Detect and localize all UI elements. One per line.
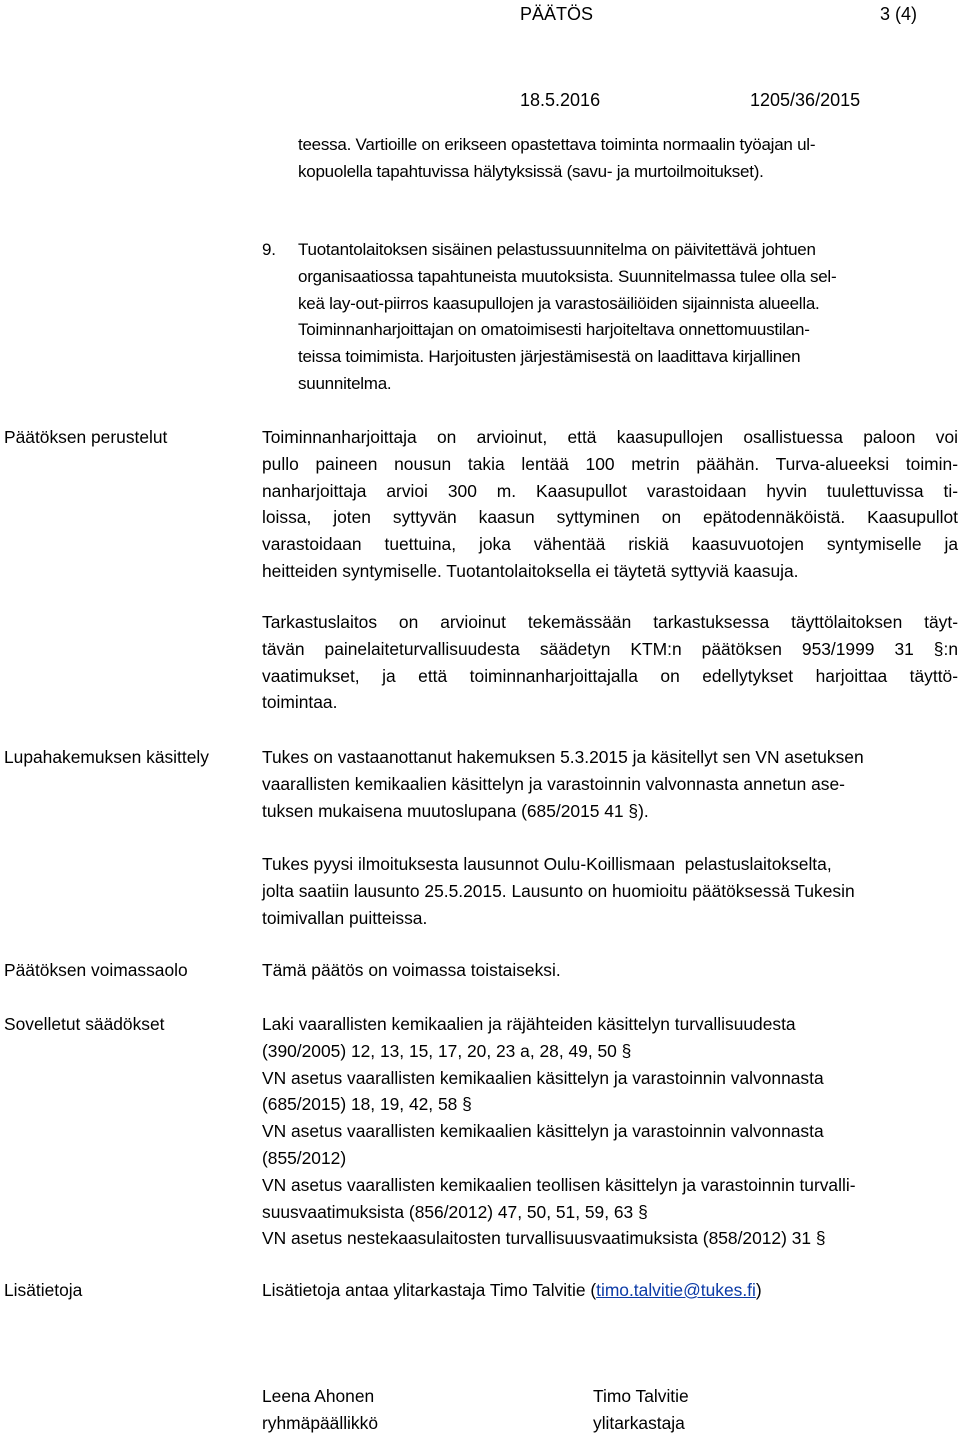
perustelut-paragraph-2 bbox=[262, 609, 958, 716]
contact-email-link[interactable]: timo.talvitie@tukes.fi bbox=[596, 1280, 756, 1300]
lisatietoja-text bbox=[262, 1277, 762, 1304]
kasittely-paragraph-1 bbox=[262, 744, 952, 824]
saados-line: VN asetus nestekaasulaitosten turvallisuusvaatimuksista (858/2012) 31 § bbox=[262, 1228, 826, 1249]
intro-line: teessa. Vartioille on erikseen opastettava toiminta normaalin työajan ul- bbox=[298, 135, 816, 154]
signer-name: Timo Talvitie bbox=[593, 1386, 689, 1406]
kasittely-line: jolta saatiin lausunto 25.5.2015. Lausunto on huomioitu päätöksessä Tukesin bbox=[262, 880, 855, 901]
item-9-line: Tuotantolaitoksen sisäinen pelastussuunnitelma on päivitettävä johtuen bbox=[298, 240, 816, 259]
item-9-text bbox=[298, 237, 946, 398]
perustelut-line: heitteiden syntymiselle. Tuotantolaitoksella ei täytetä syttyviä kaasuja. bbox=[262, 560, 799, 581]
perustelut-line: vaatimukset, ja että toiminnanharjoittajalla on edellytykset harjoittaa täyttö- bbox=[262, 665, 958, 686]
decision-date: 18.5.2016 bbox=[520, 90, 601, 110]
perustelut-line: Tarkastuslaitos on arvioinut tekemässään tarkastuksessa täyttölaitoksen täyt- bbox=[262, 612, 958, 632]
item-9-line: keä lay-out-piirros kaasupullojen ja varastosäiliöiden sijainnista alueella. bbox=[298, 293, 820, 313]
signature-block-1 bbox=[262, 1383, 378, 1437]
intro-line: kopuolella tapahtuvissa hälytyksissä (savu- ja murtoilmoitukset). bbox=[298, 161, 764, 181]
item-9-line: suunnitelma. bbox=[298, 373, 392, 393]
section-label-kasittely: Lupahakemuksen käsittely bbox=[4, 747, 209, 767]
voimassaolo-text: Tämä päätös on voimassa toistaiseksi. bbox=[262, 960, 561, 980]
saados-line: (390/2005) 12, 13, 15, 17, 20, 23 a, 28, 49, 50 § bbox=[262, 1040, 632, 1061]
perustelut-paragraph-1 bbox=[262, 424, 958, 585]
kasittely-line: toimivallan puitteissa. bbox=[262, 907, 428, 928]
saados-line: VN asetus vaarallisten kemikaalien käsittelyn ja varastoinnin valvonnasta bbox=[262, 1121, 824, 1142]
saados-line: Laki vaarallisten kemikaalien ja räjähteiden käsittelyn turvallisuudesta bbox=[262, 1014, 796, 1034]
perustelut-line: varastoidaan tuettuina, joka vähentää riskiä kaasuvuotojen syntymiselle ja bbox=[262, 534, 958, 555]
page-number: 3 (4) bbox=[880, 4, 918, 24]
lisatietoja-prefix: Lisätietoja antaa ylitarkastaja Timo Talvitie ( bbox=[262, 1280, 597, 1300]
section-label-perustelut: Päätöksen perustelut bbox=[4, 427, 168, 447]
kasittely-line: Tukes on vastaanottanut hakemuksen 5.3.2015 ja käsitellyt sen VN asetuksen bbox=[262, 747, 864, 767]
signer-title: ylitarkastaja bbox=[593, 1412, 685, 1433]
perustelut-line: nanharjoittaja arvioi 300 m. Kaasupullot varastoidaan hyvin tuulettuvissa ti- bbox=[262, 480, 958, 501]
perustelut-line: tävän painelaiteturvallisuudesta säädetyn KTM:n päätöksen 953/1999 31 §:n bbox=[262, 638, 958, 659]
item-9-line: organisaatiossa tapahtuneista muutoksista. Suunnitelmassa tulee olla sel- bbox=[298, 266, 837, 286]
perustelut-line: toimintaa. bbox=[262, 692, 338, 713]
kasittely-paragraph-2 bbox=[262, 851, 952, 931]
saados-line: (685/2015) 18, 19, 42, 58 § bbox=[262, 1094, 472, 1115]
kasittely-line: Tukes pyysi ilmoituksesta lausunnot Oulu-Koillismaan pelastuslaitokselta, bbox=[262, 854, 832, 874]
saadokset-list bbox=[262, 1011, 952, 1252]
signer-name: Leena Ahonen bbox=[262, 1386, 375, 1406]
saados-line: VN asetus vaarallisten kemikaalien käsittelyn ja varastoinnin valvonnasta bbox=[262, 1067, 824, 1088]
reference-number: 1205/36/2015 bbox=[750, 90, 861, 110]
perustelut-line: Toiminnanharjoittaja on arvioinut, että kaasupullojen osallistuessa paloon voi bbox=[262, 427, 958, 447]
saados-line: VN asetus vaarallisten kemikaalien teollisen käsittelyn ja varastoinnin turvalli- bbox=[262, 1174, 856, 1195]
section-label-lisatietoja: Lisätietoja bbox=[4, 1280, 83, 1300]
item-9-line: Toiminnanharjoittajan on omatoimisesti harjoiteltava onnettomuustilan- bbox=[298, 320, 810, 340]
kasittely-line: vaarallisten kemikaalien käsittelyn ja varastoinnin valvonnasta annetun ase- bbox=[262, 773, 845, 794]
document-type: PÄÄTÖS bbox=[520, 4, 594, 24]
item-9-number: 9. bbox=[262, 240, 276, 259]
saados-line: (855/2012) bbox=[262, 1147, 347, 1168]
item-9-line: teissa toimimista. Harjoitusten järjestämisestä on laadittava kirjallinen bbox=[298, 347, 801, 367]
kasittely-line: tuksen mukaisena muutoslupana (685/2015 41 §). bbox=[262, 800, 649, 821]
lisatietoja-suffix: ) bbox=[755, 1280, 762, 1300]
signature-block-2 bbox=[593, 1383, 689, 1437]
intro-paragraph bbox=[298, 132, 943, 186]
signer-title: ryhmäpäällikkö bbox=[262, 1412, 378, 1433]
saados-line: suusvaatimuksista (856/2012) 47, 50, 51, 59, 63 § bbox=[262, 1201, 648, 1222]
section-label-voimassaolo: Päätöksen voimassaolo bbox=[4, 960, 188, 980]
perustelut-line: pullo paineen nousun takia lentää 100 metrin päähän. Turva-alueeksi toimin- bbox=[262, 453, 958, 474]
section-label-saadokset: Sovelletut säädökset bbox=[4, 1014, 165, 1034]
perustelut-line: loissa, joten syttyvän kaasun syttyminen on epätodennäköistä. Kaasupullot bbox=[262, 507, 958, 528]
